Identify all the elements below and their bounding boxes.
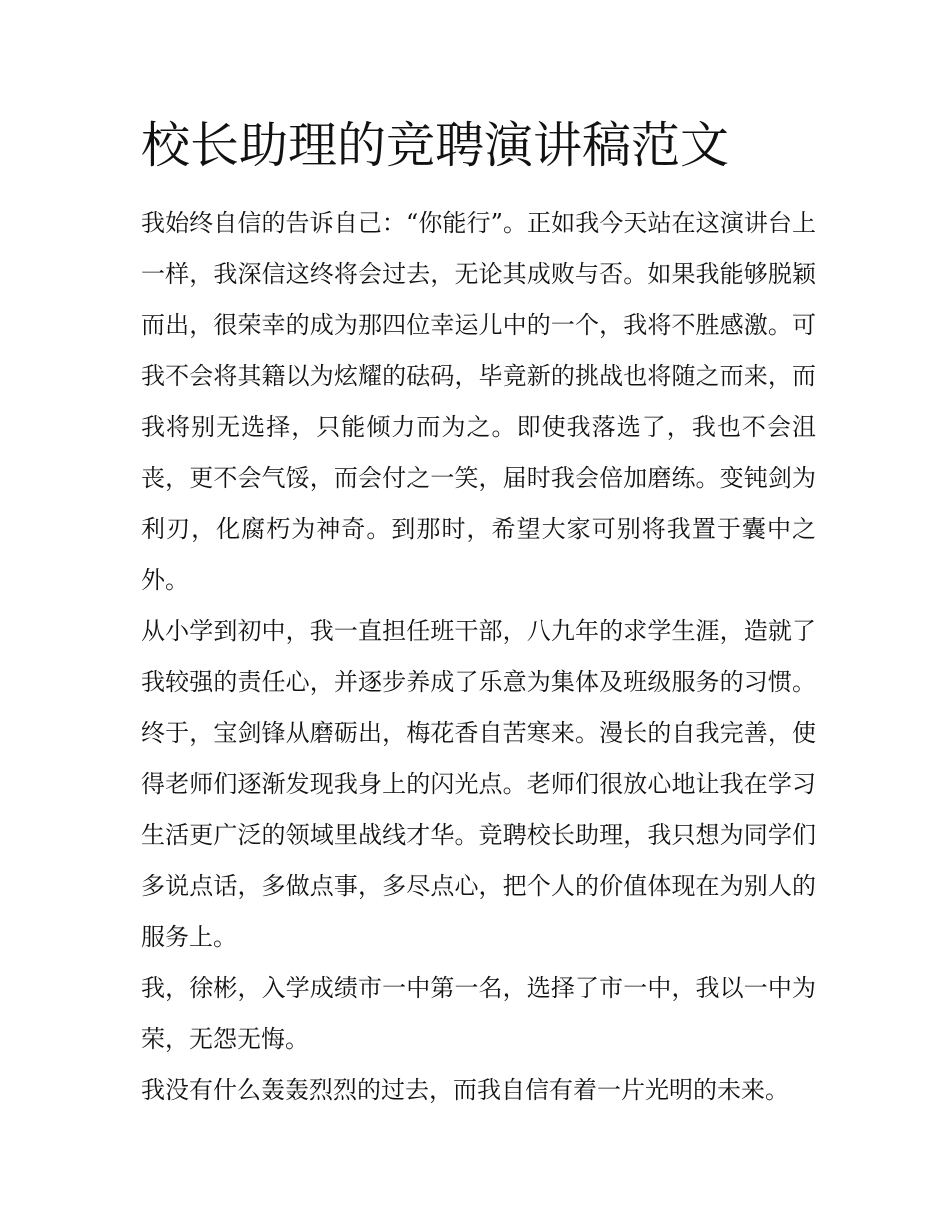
paragraph: 我，徐彬，入学成绩市一中第一名，选择了市一中，我以一中为荣，无怨无悔。 xyxy=(141,974,816,1053)
document-body xyxy=(141,198,816,1116)
paragraph: 我没有什么轰轰烈烈的过去，而我自信有着一片光明的未来。 xyxy=(141,1076,789,1104)
paragraph: 从小学到初中，我一直担任班干部，八九年的求学生涯，造就了我较强的责任心，并逐步养成了乐意为集体及班级服务的习惯。终于，宝剑锋从磨砺出，梅花香自苦寒来。漫长的自我完善，使得老师们逐渐发现我身上的闪光点。老师们很放心地让我在学习生活更广泛的领域里战线才华。竞聘校长助理，我只想为同学们多说点话，多做点事，多尽点心，把个人的价值体现在为别人的服务上。 xyxy=(141,617,816,951)
paragraph: 我始终自信的告诉自己：“你能行”。正如我今天站在这演讲台上一样，我深信这终将会过去，无论其成败与否。如果我能够脱颖而出，很荣幸的成为那四位幸运儿中的一个，我将不胜感激。可我不会将其籍以为炫耀的砝码，毕竟新的挑战也将随之而来，而我将别无选择，只能倾力而为之。即使我落选了，我也不会沮丧，更不会气馁，而会付之一笑，届时我会倍加磨练。变钝剑为利刃，化腐朽为神奇。到那时，希望大家可别将我置于囊中之外。 xyxy=(141,209,816,594)
document-title: 校长助理的竞聘演讲稿范文 xyxy=(141,117,730,174)
